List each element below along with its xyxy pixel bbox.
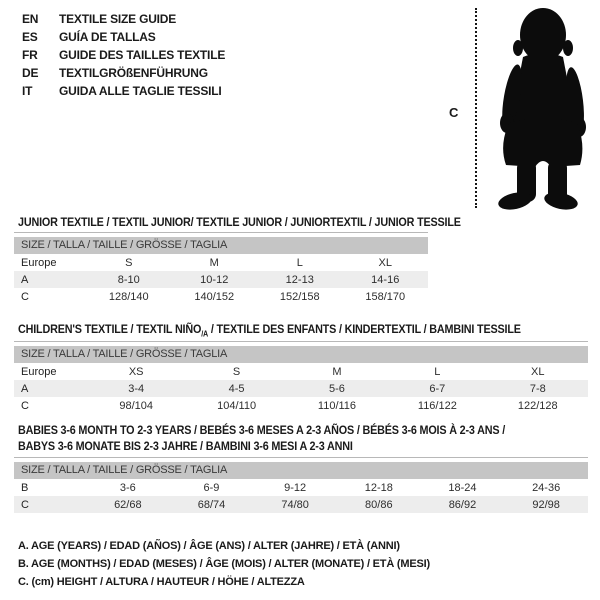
language-code: EN [22,12,39,26]
babies-size-table [14,457,588,513]
table-cell: 3-6 [119,481,136,494]
table-row [14,254,428,271]
size-table-header-band: SIZE / TALLA / TAILLE / GRÖSSE / TAGLIA [14,462,588,479]
height-measure-dotted-line [475,8,477,208]
table-cell: 104/110 [217,399,257,412]
table-cell: 86/92 [448,498,477,511]
babies-section-title-line2-text: BABYS 3-6 MONATE BIS 2-3 JAHRE / BAMBINI 3-6 MESI A 2-3 ANNI [18,439,353,453]
table-cell: 116/122 [417,399,457,412]
language-row-de [22,64,225,82]
table-row [14,397,588,414]
toddler-silhouette [487,5,597,212]
table-cell: S [232,365,241,378]
legend-line-a: A. AGE (YEARS) / EDAD (AÑOS) / ÂGE (ANS) / ALTER (JAHRE) / ETÀ (ANNI) [18,540,400,552]
language-code: IT [22,84,33,98]
row-label-cell: C [21,498,29,511]
table-row [14,380,588,397]
junior-section-title-text: JUNIOR TEXTILE / TEXTIL JUNIOR/ TEXTILE JUNIOR / JUNIORTEXTIL / JUNIOR TESSILE [18,215,461,229]
language-code: ES [22,30,38,44]
children-section-title [18,322,577,338]
table-row [14,479,588,496]
table-cell: 12-13 [285,273,314,286]
legend-line-b: B. AGE (MONTHS) / EDAD (MESES) / ÂGE (MOIS) / ALTER (MONATE) / ETÀ (MESI) [18,558,430,570]
table-cell: 9-12 [284,481,307,494]
table-cell: 158/170 [365,290,406,303]
table-row [14,271,428,288]
row-label-cell: A [21,382,29,395]
size-table [14,254,428,305]
row-label-cell: C [21,399,29,412]
table-cell: 6-7 [429,382,446,395]
language-code: FR [22,48,38,62]
table-cell: M [332,365,342,378]
table-cell: 122/128 [517,399,558,412]
table-cell: 4-5 [228,382,245,395]
table-cell: 92/98 [532,498,560,511]
table-cell: 6-9 [203,481,220,494]
language-row-en [22,10,225,28]
language-row-es [22,28,225,46]
language-row-fr [22,46,225,64]
children-title-suffix: / TEXTILE DES ENFANTS / KINDERTEXTIL / BAMBINI TESSILE [208,322,521,336]
language-label: TEXTILE SIZE GUIDE [59,12,177,26]
table-cell: 14-16 [371,273,400,286]
table-cell: 62/68 [114,498,142,511]
language-label: GUÍA DE TALLAS [59,30,156,44]
size-table [14,363,588,414]
table-cell: 98/104 [119,399,154,412]
size-table-header-band: SIZE / TALLA / TAILLE / GRÖSSE / TAGLIA [14,237,428,254]
language-code: DE [22,66,39,80]
table-cell: L [296,256,303,269]
children-section-title-text [18,322,521,338]
row-label-cell: C [21,290,29,303]
table-cell: 24-36 [532,481,561,494]
babies-section-title-line1 [18,423,559,437]
table-row [14,496,588,513]
language-label: GUIDA ALLE TAGLIE TESSILI [59,84,222,98]
measurement-legend [18,537,430,591]
babies-section-title-line1-text: BABIES 3-6 MONTH TO 2-3 YEARS / BEBÉS 3-6 MESES A 2-3 AÑOS / BÉBÉS 3-6 MOIS À 2-3 ANS / [18,423,506,437]
language-row-it [22,82,225,100]
legend-line-c: C. (cm) HEIGHT / ALTURA / HAUTEUR / HÖHE / ALTEZZA [18,576,305,588]
table-cell: 10-12 [200,273,229,286]
row-label-cell: A [21,273,29,286]
table-cell: 110/116 [317,399,357,412]
table-cell: 5-6 [329,382,345,395]
table-cell: 140/152 [194,290,235,303]
table-cell: 7-8 [529,382,546,395]
table-top-rule [14,341,588,342]
junior-section-title [18,215,510,229]
table-cell: 12-18 [364,481,393,494]
row-label-cell: B [21,481,29,494]
size-table [14,479,588,513]
table-cell: M [209,256,219,269]
language-label: GUIDE DES TAILLES TEXTILE [59,48,226,62]
table-cell: L [434,365,441,378]
table-row [14,288,428,305]
table-cell: XL [378,256,392,269]
table-cell: S [125,256,133,269]
table-row [14,363,588,380]
table-cell: 8-10 [117,273,140,286]
junior-size-table [14,232,428,305]
table-cell: 128/140 [108,290,149,303]
children-title-subscript: /A [201,329,209,339]
size-table-header-band: SIZE / TALLA / TAILLE / GRÖSSE / TAGLIA [14,346,588,363]
table-cell: 74/80 [281,498,309,511]
row-label-cell: Europe [21,365,57,378]
table-cell: 3-4 [128,382,145,395]
table-cell: XS [128,365,144,378]
babies-section-title-line2 [18,439,390,453]
measure-label-c: C [449,105,459,120]
children-size-table [14,341,588,414]
table-top-rule [14,457,588,458]
table-cell: 152/158 [279,290,320,303]
table-cell: 68/74 [197,498,226,511]
table-cell: XL [531,365,545,378]
table-cell: 18-24 [448,481,477,494]
language-list [22,10,225,100]
row-label-cell: Europe [21,256,57,269]
children-title-prefix: CHILDREN'S TEXTILE / TEXTIL NIÑO [18,322,202,336]
table-cell: 80/86 [365,498,393,511]
language-label: TEXTILGRÖßENFÜHRUNG [59,66,208,80]
table-top-rule [14,232,428,233]
